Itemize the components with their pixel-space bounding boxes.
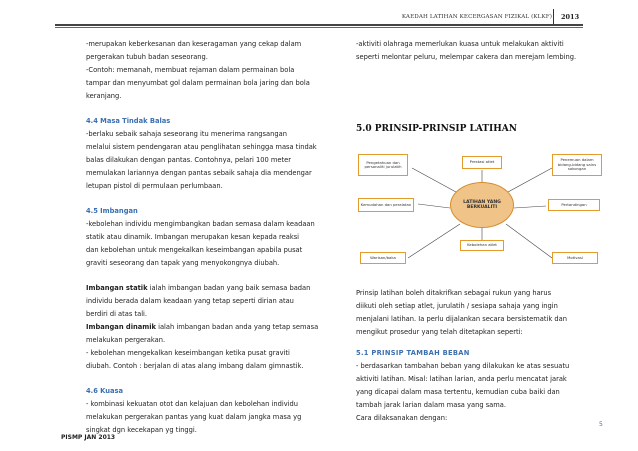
term-static-balance: Imbangan statik xyxy=(86,284,148,292)
static-balance-line xyxy=(86,282,352,295)
spacer xyxy=(86,270,352,282)
body-line: memulakan lariannya dengan pantas sebaik sahaja dia mendengar xyxy=(86,169,312,177)
body-line: seperti melontar peluru, melempar cakera dan merejam lembing. xyxy=(356,53,577,61)
dynamic-balance-line xyxy=(86,321,352,334)
section-heading-4-6: 4.6 Kuasa xyxy=(86,387,124,395)
diagram-box-facilities: Kemudahan dan peralatan xyxy=(358,198,414,212)
section-heading-5-1: 5.1 PRINSIP TAMBAH BEBAN xyxy=(356,349,470,357)
header-rule xyxy=(55,24,583,26)
connector-line xyxy=(408,224,460,258)
connector-line xyxy=(506,224,552,258)
diagram-box-competition: Pertandingan xyxy=(548,199,600,211)
diagram-box-motivation: Motivasi xyxy=(552,252,598,264)
diagram-box-heredity: Warisan/baka xyxy=(360,252,406,264)
term-dynamic-balance: Imbangan dinamik xyxy=(86,323,156,331)
body-line: diikuti oleh setiap atlet, jurulatih / sesiapa sahaja yang ingin xyxy=(356,302,558,310)
header-year: 2013 xyxy=(561,13,580,21)
body-line: melalui sistem pendengaran atau penglihatan sehingga masa tindak xyxy=(86,143,317,151)
connector-line xyxy=(418,204,450,208)
training-quality-diagram xyxy=(356,148,606,270)
body-line: graviti seseorang dan tapak yang menyokongnya diubah. xyxy=(86,259,280,267)
body-line: singkat dgn kecekapan yg tinggi. xyxy=(86,426,197,434)
body-line: -berlaku sebaik sahaja seseorang itu menerima rangsangan xyxy=(86,130,287,138)
body-line: -kebolehan individu mengimbangkan badan semasa dalam keadaan xyxy=(86,220,315,228)
body-line: individu berada dalam keadaan yang tetap seperti dirian atau xyxy=(86,297,294,305)
header-title: KAEDAH LATIHAN KECERGASAN FIZIKAL (KLKF) xyxy=(401,14,552,20)
header-rule-thin xyxy=(55,27,583,28)
chapter-title: 5.0 PRINSIP-PRINSIP LATIHAN xyxy=(356,124,517,134)
intro-line: -merupakan keberkesanan dan keseragaman yang cekap dalam xyxy=(86,40,302,48)
connector-line xyxy=(412,168,456,192)
body-line: aktiviti latihan. Misal: latihan larian, anda perlu mencatat jarak xyxy=(356,375,567,383)
body-line: melakukan pergerakan pantas yang kuat dalam jangka masa yg xyxy=(86,413,302,421)
term-text: ialah imbangan badan yang baik semasa badan xyxy=(147,284,311,292)
body-line: tambah jarak larian dalam masa yang sama. xyxy=(356,401,507,409)
body-line: balas dilakukan dengan pantas. Contohnya, pelari 100 meter xyxy=(86,156,291,164)
intro-line: keranjang. xyxy=(86,92,122,100)
diagram-box-coach: Pengetahuan dan personaliti jurulatih xyxy=(358,154,408,176)
connector-line xyxy=(514,206,546,208)
body-line: - kebolehan mengekalkan keseimbangan ketika pusat graviti xyxy=(86,349,290,357)
intro-line: tampar dan menyumbat gol dalam permainan bola jaring dan bola xyxy=(86,79,310,87)
body-line: - kombinasi kekuatan otot dan kelajuan dan kebolehan individu xyxy=(86,400,299,408)
connector-line xyxy=(508,168,552,192)
body-line: yang dicapai dalam masa tertentu, kemudian cuba baiki dan xyxy=(356,388,560,396)
body-line: - berdasarkan tambahan beban yang dilakukan ke atas sesuatu xyxy=(356,362,570,370)
diagram-center-node: LATIHAN YANG BERKUALITI xyxy=(450,182,514,228)
left-column xyxy=(86,38,352,437)
body-line: berdiri di atas tali. xyxy=(86,310,148,318)
body-line: melakukan pergerakan. xyxy=(86,336,166,344)
section-heading-4-5: 4.5 Imbangan xyxy=(86,207,138,215)
diagram-box-athlete-performance: Prestasi atlet xyxy=(462,156,502,169)
page-footer: PISMP JAN 2013 xyxy=(61,434,116,441)
header-separator xyxy=(553,9,554,24)
section-heading-4-4: 4.4 Masa Tindak Balas xyxy=(86,117,171,125)
body-line: mengikut prosedur yang telah ditetapkan seperti: xyxy=(356,328,523,336)
body-line: statik atau dinamik. Imbangan merupakan kesan kepada reaksi xyxy=(86,233,300,241)
diagram-box-science-findings: Penemuan dalam bidang-bidang sains sokongan xyxy=(552,154,602,176)
intro-line: -Contoh: memanah, membuat rejaman dalam permainan bola xyxy=(86,66,295,74)
page-header xyxy=(0,0,638,28)
body-line: Prinsip latihan boleh ditakrifkan sebagai rukun yang harus xyxy=(356,289,552,297)
right-column-body xyxy=(356,287,616,425)
body-line: letupan pistol di permulaan perlumbaan. xyxy=(86,182,223,190)
body-line: Cara dilaksanakan dengan: xyxy=(356,414,448,422)
intro-line: pergerakan tubuh badan seseorang. xyxy=(86,53,208,61)
page-number: 5 xyxy=(599,421,603,428)
body-line: -aktiviti olahraga memerlukan kuasa untuk melakukan aktiviti xyxy=(356,40,564,48)
body-line: dan kebolehan untuk mengekalkan keseimbangan apabila pusat xyxy=(86,246,303,254)
diagram-box-athlete-ability: Kebolehan atlet xyxy=(460,240,504,251)
body-line: diubah. Contoh : berjalan di atas alang imbang dalam gimnastik. xyxy=(86,362,304,370)
term-text: ialah imbangan badan anda yang tetap semasa xyxy=(155,323,319,331)
body-line: menjalani latihan. Ia perlu dijalankan secara bersistematik dan xyxy=(356,315,567,323)
right-column-top xyxy=(356,38,606,64)
